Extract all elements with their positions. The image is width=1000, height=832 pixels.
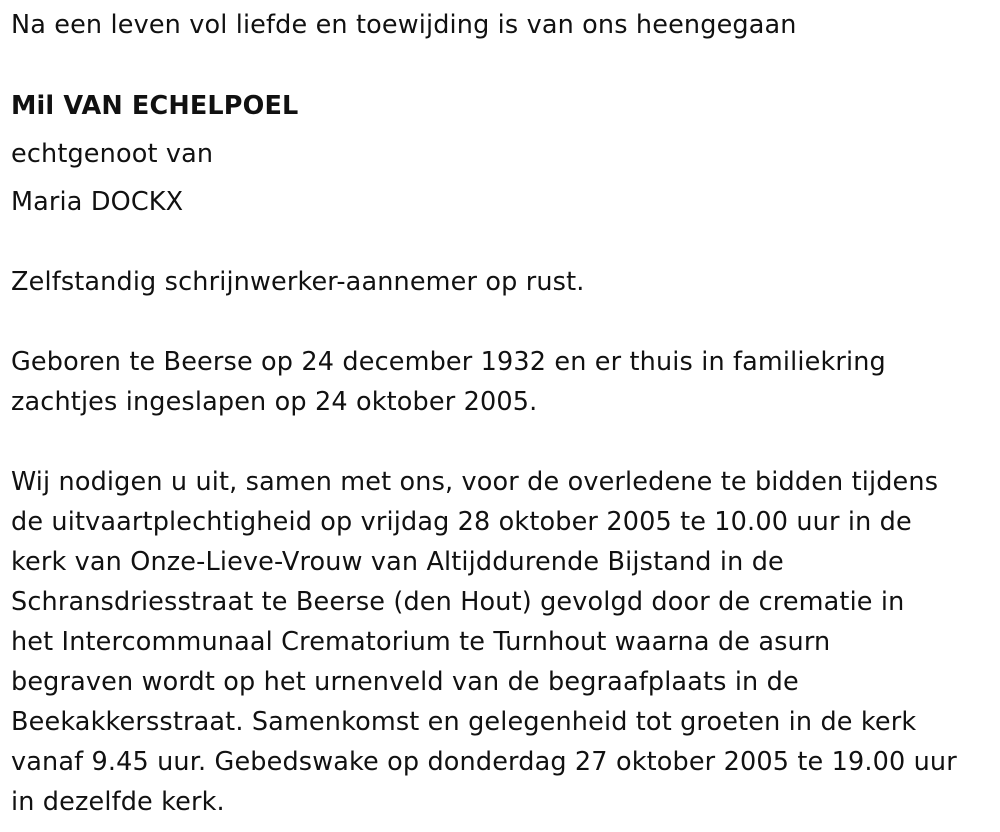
invitation-line: Wij nodigen u uit, samen met ons, voor de overledene te bidden tijdens	[11, 467, 939, 497]
invitation-line: kerk van Onze-Lieve-Vrouw van Altijddurende Bijstand in de	[11, 547, 784, 577]
birth-death-line: Geboren te Beerse op 24 december 1932 en er thuis in familiekring	[11, 347, 886, 377]
invitation-line: Beekakkersstraat. Samenkomst en gelegenheid tot groeten in de kerk	[11, 707, 917, 737]
invitation-line: in dezelfde kerk.	[11, 787, 225, 817]
invitation-line: begraven wordt op het urnenveld van de begraafplaats in de	[11, 667, 799, 697]
invitation-line: vanaf 9.45 uur. Gebedswake op donderdag 27 oktober 2005 te 19.00 uur	[11, 747, 957, 777]
intro-text: Na een leven vol liefde en toewijding is van ons heengegaan	[11, 10, 797, 40]
invitation-line: Schransdriesstraat te Beerse (den Hout) gevolgd door de crematie in	[11, 587, 905, 617]
spouse-name: Maria DOCKX	[11, 187, 184, 217]
birth-death-line: zachtjes ingeslapen op 24 oktober 2005.	[11, 387, 538, 417]
invitation-line: de uitvaartplechtigheid op vrijdag 28 oktober 2005 te 10.00 uur in de	[11, 507, 912, 537]
relation-text: echtgenoot van	[11, 139, 214, 169]
deceased-name: Mil VAN ECHELPOEL	[11, 91, 299, 121]
occupation-text: Zelfstandig schrijnwerker-aannemer op rust.	[11, 267, 585, 297]
invitation-line: het Intercommunaal Crematorium te Turnhout waarna de asurn	[11, 627, 831, 657]
